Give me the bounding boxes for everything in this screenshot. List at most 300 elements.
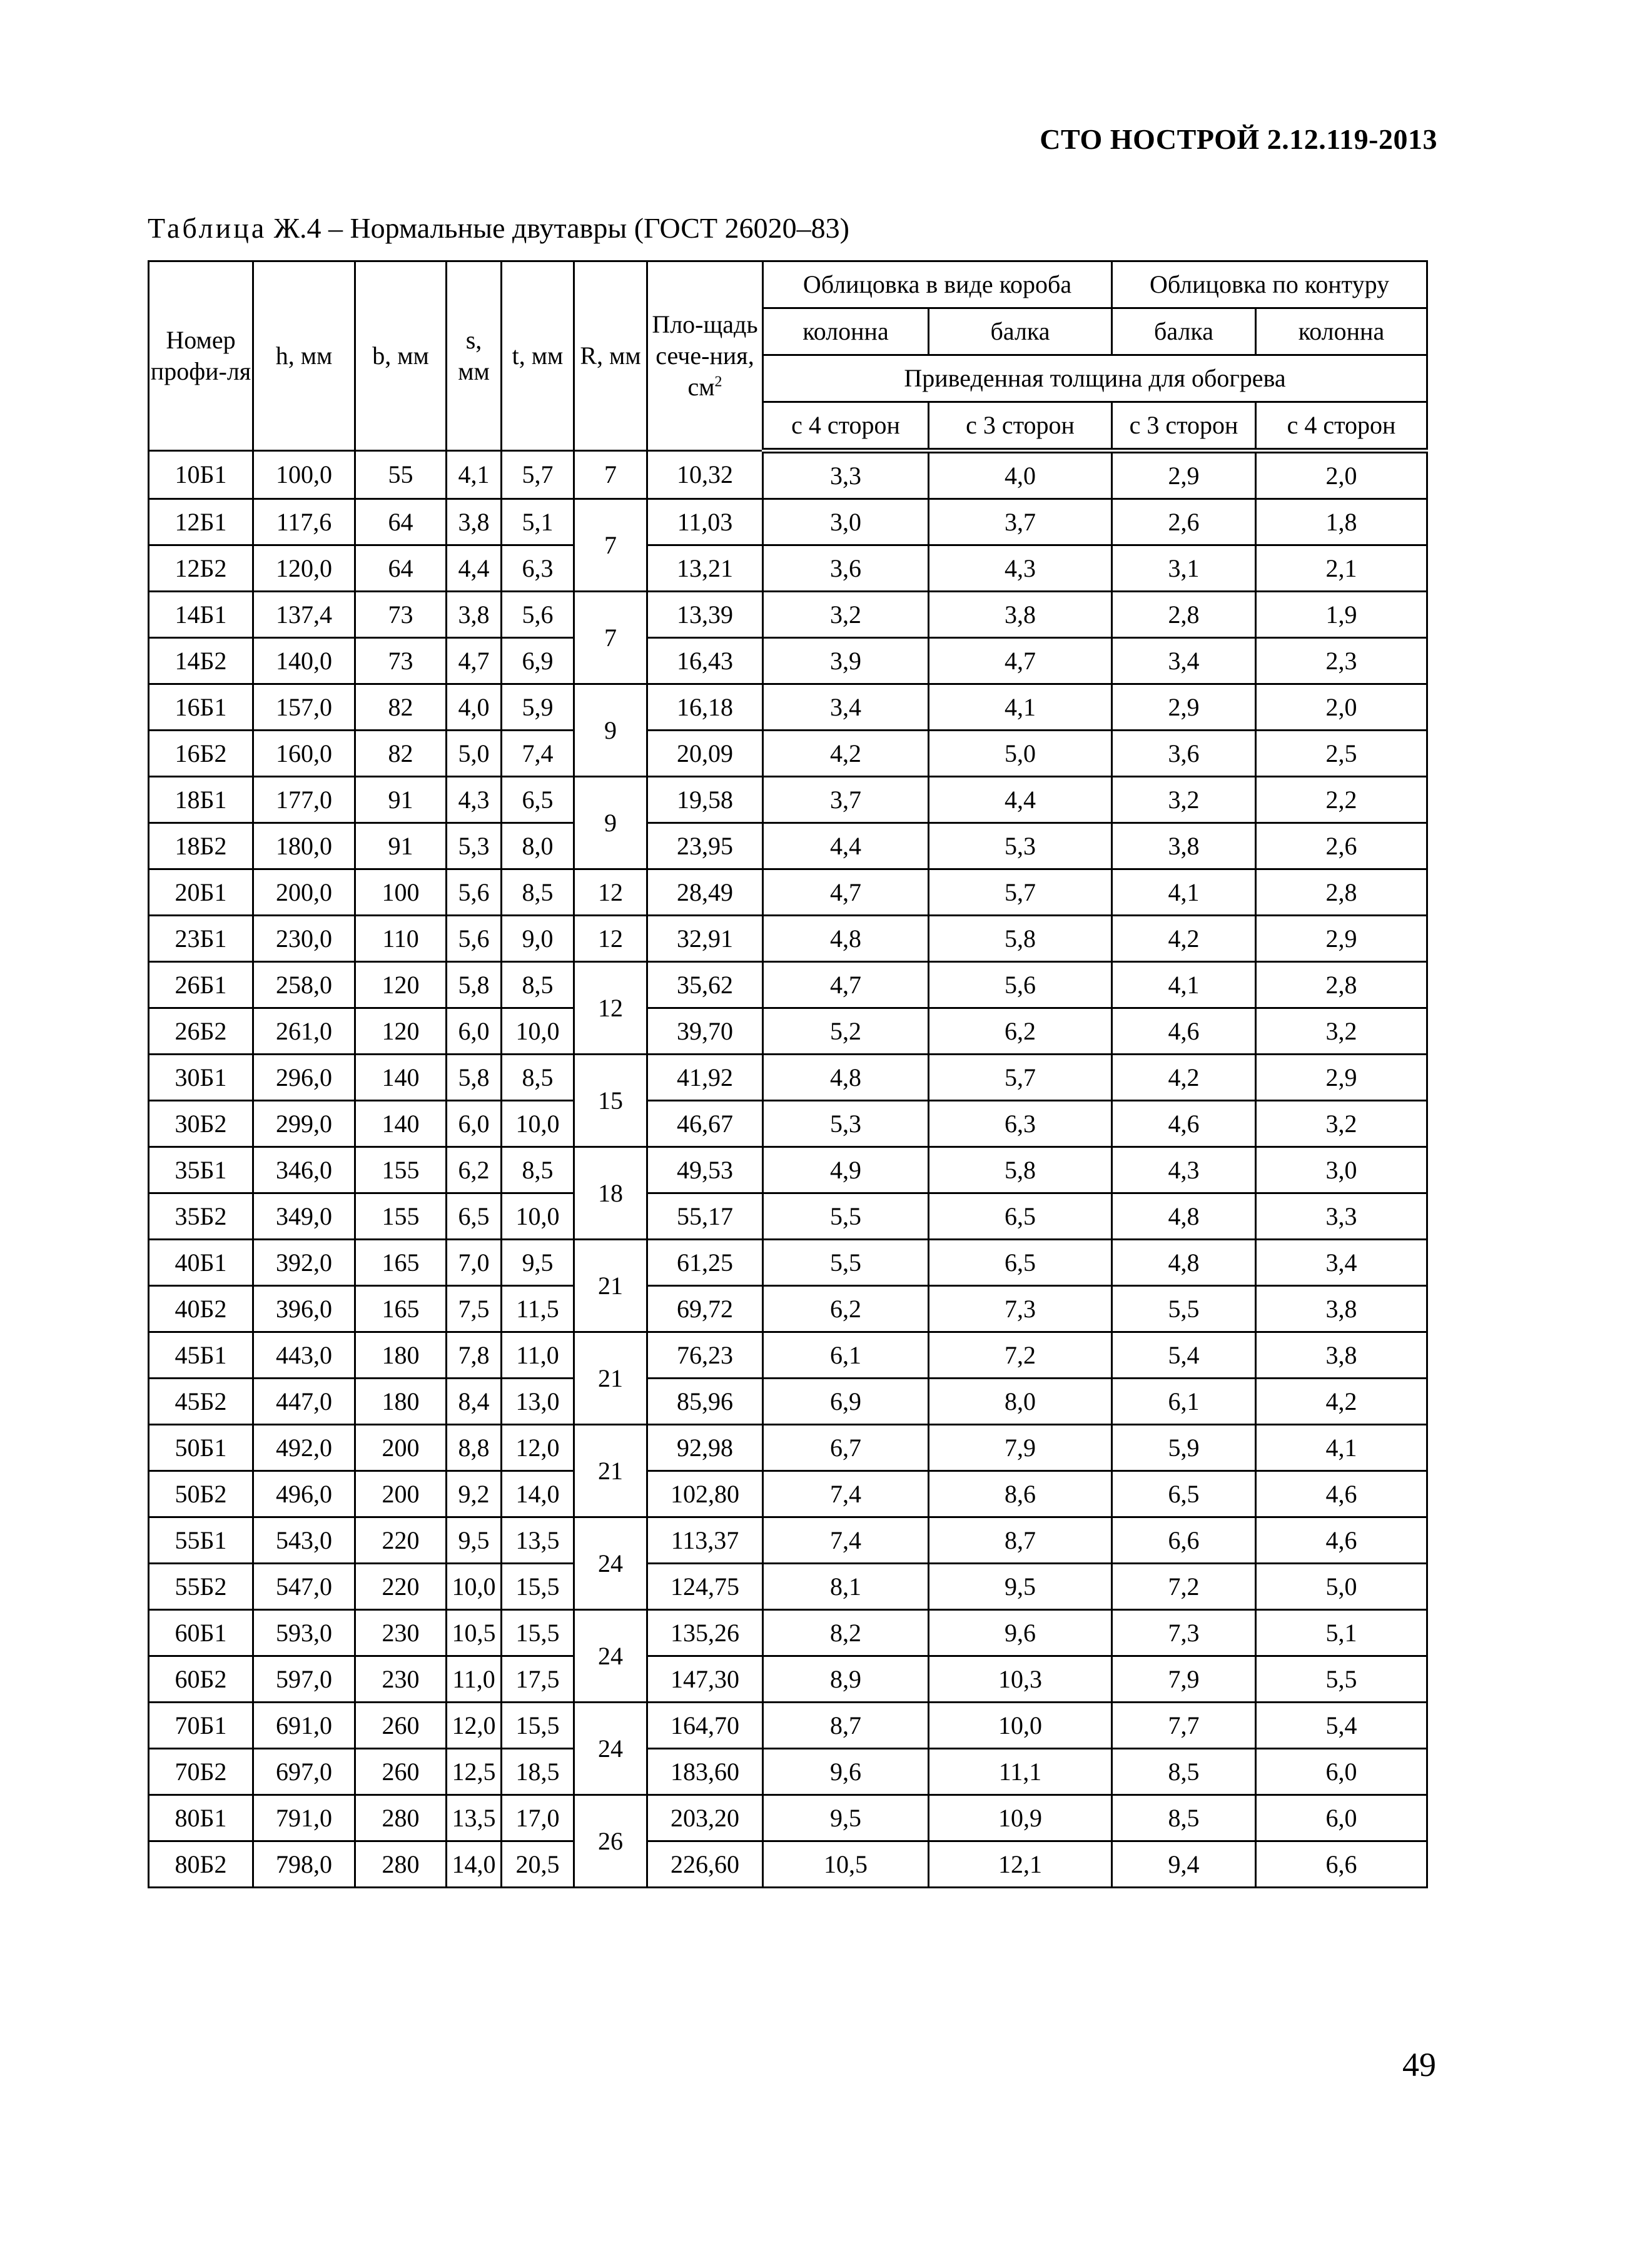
- b-cell: 260: [355, 1749, 447, 1795]
- s-cell: 6,5: [447, 1193, 502, 1240]
- s-cell: 3,8: [447, 592, 502, 638]
- box-column-4-sides-cell: 3,0: [763, 499, 929, 545]
- contour-column-4-sides-cell: 3,2: [1256, 1101, 1427, 1147]
- contour-column-4-sides-cell: 6,6: [1256, 1841, 1427, 1888]
- s-cell: 4,3: [447, 777, 502, 823]
- area-cell: 203,20: [647, 1795, 763, 1841]
- box-beam-3-sides-cell: 7,3: [929, 1286, 1112, 1332]
- r-cell: 12: [574, 962, 647, 1055]
- header-contour-group: Облицовка по контуру: [1112, 261, 1427, 308]
- profile-cell: 35Б1: [149, 1147, 253, 1193]
- header-b: b, мм: [355, 261, 447, 451]
- table-row: [149, 1055, 1427, 1101]
- t-cell: 13,5: [502, 1517, 574, 1564]
- profile-cell: 30Б1: [149, 1055, 253, 1101]
- box-column-4-sides-cell: 9,5: [763, 1795, 929, 1841]
- profile-cell: 40Б1: [149, 1240, 253, 1286]
- s-cell: 8,4: [447, 1379, 502, 1425]
- b-cell: 200: [355, 1425, 447, 1471]
- table-row: [149, 777, 1427, 823]
- table-row: [149, 1425, 1427, 1471]
- contour-beam-3-sides-cell: 3,1: [1112, 545, 1256, 592]
- t-cell: 8,5: [502, 1055, 574, 1101]
- h-cell: 200,0: [253, 869, 355, 916]
- t-cell: 9,5: [502, 1240, 574, 1286]
- t-cell: 5,7: [502, 451, 574, 499]
- b-cell: 64: [355, 499, 447, 545]
- table-row: [149, 545, 1427, 592]
- area-cell: 69,72: [647, 1286, 763, 1332]
- table-head: [149, 261, 1427, 451]
- b-cell: 180: [355, 1332, 447, 1379]
- table-row: [149, 962, 1427, 1008]
- h-cell: 447,0: [253, 1379, 355, 1425]
- r-cell: 21: [574, 1332, 647, 1425]
- s-cell: 13,5: [447, 1795, 502, 1841]
- contour-column-4-sides-cell: 3,4: [1256, 1240, 1427, 1286]
- box-beam-3-sides-cell: 10,3: [929, 1656, 1112, 1703]
- profile-cell: 35Б2: [149, 1193, 253, 1240]
- h-cell: 258,0: [253, 962, 355, 1008]
- profile-cell: 80Б2: [149, 1841, 253, 1888]
- s-cell: 5,0: [447, 731, 502, 777]
- s-cell: 8,8: [447, 1425, 502, 1471]
- box-column-4-sides-cell: 6,1: [763, 1332, 929, 1379]
- area-cell: 46,67: [647, 1101, 763, 1147]
- table-row: [149, 1656, 1427, 1703]
- box-column-4-sides-cell: 4,2: [763, 731, 929, 777]
- contour-beam-3-sides-cell: 4,8: [1112, 1193, 1256, 1240]
- r-cell: 12: [574, 869, 647, 916]
- area-cell: 35,62: [647, 962, 763, 1008]
- header-area-text: Пло-щадь сече-ния, см: [652, 310, 758, 401]
- area-cell: 226,60: [647, 1841, 763, 1888]
- box-column-4-sides-cell: 7,4: [763, 1517, 929, 1564]
- box-column-4-sides-cell: 6,9: [763, 1379, 929, 1425]
- s-cell: 7,8: [447, 1332, 502, 1379]
- h-cell: 120,0: [253, 545, 355, 592]
- box-beam-3-sides-cell: 12,1: [929, 1841, 1112, 1888]
- contour-column-4-sides-cell: 3,2: [1256, 1008, 1427, 1055]
- box-beam-3-sides-cell: 3,8: [929, 592, 1112, 638]
- s-cell: 4,1: [447, 451, 502, 499]
- s-cell: 4,7: [447, 638, 502, 684]
- profile-cell: 45Б2: [149, 1379, 253, 1425]
- t-cell: 8,5: [502, 869, 574, 916]
- b-cell: 73: [355, 592, 447, 638]
- box-beam-3-sides-cell: 4,4: [929, 777, 1112, 823]
- s-cell: 7,5: [447, 1286, 502, 1332]
- r-cell: 26: [574, 1795, 647, 1888]
- contour-column-4-sides-cell: 2,0: [1256, 451, 1427, 499]
- box-column-4-sides-cell: 5,5: [763, 1193, 929, 1240]
- table-row: [149, 1795, 1427, 1841]
- contour-column-4-sides-cell: 4,1: [1256, 1425, 1427, 1471]
- s-cell: 5,3: [447, 823, 502, 869]
- t-cell: 5,1: [502, 499, 574, 545]
- b-cell: 140: [355, 1101, 447, 1147]
- area-cell: 102,80: [647, 1471, 763, 1517]
- contour-beam-3-sides-cell: 4,2: [1112, 1055, 1256, 1101]
- area-cell: 76,23: [647, 1332, 763, 1379]
- table-row: [149, 1610, 1427, 1656]
- h-cell: 230,0: [253, 916, 355, 962]
- t-cell: 8,5: [502, 962, 574, 1008]
- box-column-4-sides-cell: 3,4: [763, 684, 929, 731]
- b-cell: 280: [355, 1795, 447, 1841]
- table-caption-text: Ж.4 – Нормальные двутавры (ГОСТ 26020–83): [266, 212, 849, 244]
- profile-cell: 30Б2: [149, 1101, 253, 1147]
- box-column-4-sides-cell: 3,2: [763, 592, 929, 638]
- header-reduced-thickness: Приведенная толщина для обогрева: [763, 355, 1427, 402]
- header-sides-4-contour: с 4 сторон: [1256, 402, 1427, 451]
- b-cell: 230: [355, 1656, 447, 1703]
- contour-column-4-sides-cell: 6,0: [1256, 1795, 1427, 1841]
- s-cell: 14,0: [447, 1841, 502, 1888]
- box-beam-3-sides-cell: 9,5: [929, 1564, 1112, 1610]
- header-profile: Номер профи-ля: [149, 261, 253, 451]
- table-row: [149, 684, 1427, 731]
- box-beam-3-sides-cell: 3,7: [929, 499, 1112, 545]
- b-cell: 180: [355, 1379, 447, 1425]
- box-column-4-sides-cell: 5,5: [763, 1240, 929, 1286]
- header-box-column: колонна: [763, 308, 929, 355]
- table-row: [149, 1379, 1427, 1425]
- box-column-4-sides-cell: 8,7: [763, 1703, 929, 1749]
- table-row: [149, 869, 1427, 916]
- box-column-4-sides-cell: 7,4: [763, 1471, 929, 1517]
- contour-beam-3-sides-cell: 2,8: [1112, 592, 1256, 638]
- b-cell: 73: [355, 638, 447, 684]
- r-cell: 15: [574, 1055, 647, 1147]
- header-area-sup: 2: [714, 373, 722, 390]
- contour-beam-3-sides-cell: 5,5: [1112, 1286, 1256, 1332]
- contour-beam-3-sides-cell: 3,6: [1112, 731, 1256, 777]
- h-cell: 160,0: [253, 731, 355, 777]
- area-cell: 113,37: [647, 1517, 763, 1564]
- area-cell: 20,09: [647, 731, 763, 777]
- h-cell: 117,6: [253, 499, 355, 545]
- area-cell: 11,03: [647, 499, 763, 545]
- t-cell: 6,3: [502, 545, 574, 592]
- area-cell: 183,60: [647, 1749, 763, 1795]
- profile-cell: 50Б2: [149, 1471, 253, 1517]
- t-cell: 10,0: [502, 1008, 574, 1055]
- t-cell: 12,0: [502, 1425, 574, 1471]
- t-cell: 6,5: [502, 777, 574, 823]
- box-column-4-sides-cell: 5,2: [763, 1008, 929, 1055]
- area-cell: 147,30: [647, 1656, 763, 1703]
- table-row: [149, 1147, 1427, 1193]
- header-area: [647, 261, 763, 451]
- box-column-4-sides-cell: 5,3: [763, 1101, 929, 1147]
- profile-cell: 45Б1: [149, 1332, 253, 1379]
- box-column-4-sides-cell: 9,6: [763, 1749, 929, 1795]
- contour-beam-3-sides-cell: 4,1: [1112, 869, 1256, 916]
- table-row: [149, 1193, 1427, 1240]
- contour-beam-3-sides-cell: 9,4: [1112, 1841, 1256, 1888]
- table-caption-label: Таблица: [148, 212, 267, 244]
- t-cell: 5,6: [502, 592, 574, 638]
- box-column-4-sides-cell: 4,4: [763, 823, 929, 869]
- profile-cell: 16Б2: [149, 731, 253, 777]
- contour-column-4-sides-cell: 1,8: [1256, 499, 1427, 545]
- b-cell: 155: [355, 1147, 447, 1193]
- h-cell: 392,0: [253, 1240, 355, 1286]
- area-cell: 164,70: [647, 1703, 763, 1749]
- contour-beam-3-sides-cell: 4,2: [1112, 916, 1256, 962]
- table-row: [149, 451, 1427, 499]
- contour-beam-3-sides-cell: 4,8: [1112, 1240, 1256, 1286]
- t-cell: 5,9: [502, 684, 574, 731]
- contour-beam-3-sides-cell: 6,1: [1112, 1379, 1256, 1425]
- header-box-group: Облицовка в виде короба: [763, 261, 1112, 308]
- profile-cell: 12Б1: [149, 499, 253, 545]
- area-cell: 16,18: [647, 684, 763, 731]
- t-cell: 15,5: [502, 1703, 574, 1749]
- profile-cell: 10Б1: [149, 451, 253, 499]
- s-cell: 5,8: [447, 962, 502, 1008]
- header-contour-beam: балка: [1112, 308, 1256, 355]
- box-beam-3-sides-cell: 11,1: [929, 1749, 1112, 1795]
- contour-beam-3-sides-cell: 7,7: [1112, 1703, 1256, 1749]
- h-cell: 137,4: [253, 592, 355, 638]
- contour-beam-3-sides-cell: 4,6: [1112, 1101, 1256, 1147]
- area-cell: 16,43: [647, 638, 763, 684]
- contour-column-4-sides-cell: 5,0: [1256, 1564, 1427, 1610]
- contour-column-4-sides-cell: 4,6: [1256, 1517, 1427, 1564]
- area-cell: 13,21: [647, 545, 763, 592]
- table-row: [149, 638, 1427, 684]
- s-cell: 4,4: [447, 545, 502, 592]
- box-column-4-sides-cell: 4,8: [763, 916, 929, 962]
- t-cell: 15,5: [502, 1610, 574, 1656]
- t-cell: 10,0: [502, 1101, 574, 1147]
- b-cell: 165: [355, 1286, 447, 1332]
- contour-beam-3-sides-cell: 5,4: [1112, 1332, 1256, 1379]
- box-beam-3-sides-cell: 5,0: [929, 731, 1112, 777]
- r-cell: 21: [574, 1240, 647, 1332]
- t-cell: 15,5: [502, 1564, 574, 1610]
- header-sides-3-box: с 3 сторон: [929, 402, 1112, 451]
- box-column-4-sides-cell: 8,9: [763, 1656, 929, 1703]
- contour-column-4-sides-cell: 2,9: [1256, 916, 1427, 962]
- b-cell: 230: [355, 1610, 447, 1656]
- page-number: 49: [1402, 2046, 1436, 2083]
- box-beam-3-sides-cell: 4,1: [929, 684, 1112, 731]
- profile-cell: 12Б2: [149, 545, 253, 592]
- contour-column-4-sides-cell: 2,8: [1256, 962, 1427, 1008]
- header-contour-column: колонна: [1256, 308, 1427, 355]
- area-cell: 19,58: [647, 777, 763, 823]
- h-cell: 296,0: [253, 1055, 355, 1101]
- contour-column-4-sides-cell: 2,2: [1256, 777, 1427, 823]
- contour-beam-3-sides-cell: 5,9: [1112, 1425, 1256, 1471]
- contour-column-4-sides-cell: 4,2: [1256, 1379, 1427, 1425]
- i-beam-table: [148, 260, 1428, 1888]
- contour-beam-3-sides-cell: 7,3: [1112, 1610, 1256, 1656]
- h-cell: 180,0: [253, 823, 355, 869]
- contour-beam-3-sides-cell: 3,4: [1112, 638, 1256, 684]
- s-cell: 10,5: [447, 1610, 502, 1656]
- contour-beam-3-sides-cell: 3,2: [1112, 777, 1256, 823]
- profile-cell: 16Б1: [149, 684, 253, 731]
- box-column-4-sides-cell: 4,9: [763, 1147, 929, 1193]
- s-cell: 6,2: [447, 1147, 502, 1193]
- contour-beam-3-sides-cell: 2,9: [1112, 451, 1256, 499]
- b-cell: 220: [355, 1517, 447, 1564]
- box-column-4-sides-cell: 3,6: [763, 545, 929, 592]
- s-cell: 7,0: [447, 1240, 502, 1286]
- contour-beam-3-sides-cell: 2,9: [1112, 684, 1256, 731]
- box-column-4-sides-cell: 6,2: [763, 1286, 929, 1332]
- area-cell: 55,17: [647, 1193, 763, 1240]
- header-box-beam: балка: [929, 308, 1112, 355]
- r-cell: 24: [574, 1610, 647, 1703]
- contour-column-4-sides-cell: 2,9: [1256, 1055, 1427, 1101]
- h-cell: 346,0: [253, 1147, 355, 1193]
- h-cell: 543,0: [253, 1517, 355, 1564]
- area-cell: 13,39: [647, 592, 763, 638]
- h-cell: 100,0: [253, 451, 355, 499]
- contour-column-4-sides-cell: 4,6: [1256, 1471, 1427, 1517]
- box-column-4-sides-cell: 3,3: [763, 451, 929, 499]
- box-beam-3-sides-cell: 8,6: [929, 1471, 1112, 1517]
- table-row: [149, 1841, 1427, 1888]
- r-cell: 7: [574, 592, 647, 684]
- box-column-4-sides-cell: 8,1: [763, 1564, 929, 1610]
- s-cell: 12,5: [447, 1749, 502, 1795]
- box-beam-3-sides-cell: 8,7: [929, 1517, 1112, 1564]
- h-cell: 299,0: [253, 1101, 355, 1147]
- s-cell: 9,2: [447, 1471, 502, 1517]
- t-cell: 20,5: [502, 1841, 574, 1888]
- r-cell: 7: [574, 451, 647, 499]
- b-cell: 82: [355, 684, 447, 731]
- document-code: СТО НОСТРОЙ 2.12.119-2013: [1040, 123, 1437, 155]
- h-cell: 177,0: [253, 777, 355, 823]
- profile-cell: 23Б1: [149, 916, 253, 962]
- b-cell: 110: [355, 916, 447, 962]
- h-cell: 396,0: [253, 1286, 355, 1332]
- area-cell: 135,26: [647, 1610, 763, 1656]
- h-cell: 261,0: [253, 1008, 355, 1055]
- contour-column-4-sides-cell: 2,5: [1256, 731, 1427, 777]
- box-beam-3-sides-cell: 5,8: [929, 916, 1112, 962]
- b-cell: 64: [355, 545, 447, 592]
- r-cell: 18: [574, 1147, 647, 1240]
- area-cell: 85,96: [647, 1379, 763, 1425]
- t-cell: 17,0: [502, 1795, 574, 1841]
- contour-beam-3-sides-cell: 4,3: [1112, 1147, 1256, 1193]
- box-column-4-sides-cell: 4,7: [763, 962, 929, 1008]
- b-cell: 155: [355, 1193, 447, 1240]
- contour-beam-3-sides-cell: 3,8: [1112, 823, 1256, 869]
- header-r: R, мм: [574, 261, 647, 451]
- r-cell: 24: [574, 1703, 647, 1795]
- profile-cell: 26Б1: [149, 962, 253, 1008]
- contour-column-4-sides-cell: 3,0: [1256, 1147, 1427, 1193]
- b-cell: 82: [355, 731, 447, 777]
- t-cell: 7,4: [502, 731, 574, 777]
- r-cell: 9: [574, 777, 647, 869]
- s-cell: 12,0: [447, 1703, 502, 1749]
- box-beam-3-sides-cell: 6,5: [929, 1193, 1112, 1240]
- b-cell: 91: [355, 823, 447, 869]
- h-cell: 496,0: [253, 1471, 355, 1517]
- table-row: [149, 1703, 1427, 1749]
- area-cell: 92,98: [647, 1425, 763, 1471]
- t-cell: 11,0: [502, 1332, 574, 1379]
- table-caption: [148, 211, 849, 245]
- box-beam-3-sides-cell: 5,6: [929, 962, 1112, 1008]
- header-t: t, мм: [502, 261, 574, 451]
- area-cell: 41,92: [647, 1055, 763, 1101]
- header-sides-4-box: с 4 сторон: [763, 402, 929, 451]
- box-beam-3-sides-cell: 5,7: [929, 869, 1112, 916]
- contour-column-4-sides-cell: 6,0: [1256, 1749, 1427, 1795]
- box-beam-3-sides-cell: 6,5: [929, 1240, 1112, 1286]
- h-cell: 798,0: [253, 1841, 355, 1888]
- table-row: [149, 1332, 1427, 1379]
- box-column-4-sides-cell: 8,2: [763, 1610, 929, 1656]
- b-cell: 100: [355, 869, 447, 916]
- header-h: h, мм: [253, 261, 355, 451]
- h-cell: 547,0: [253, 1564, 355, 1610]
- profile-cell: 60Б2: [149, 1656, 253, 1703]
- contour-column-4-sides-cell: 2,1: [1256, 545, 1427, 592]
- h-cell: 791,0: [253, 1795, 355, 1841]
- area-cell: 49,53: [647, 1147, 763, 1193]
- profile-cell: 18Б2: [149, 823, 253, 869]
- box-beam-3-sides-cell: 6,2: [929, 1008, 1112, 1055]
- r-cell: 21: [574, 1425, 647, 1517]
- area-cell: 32,91: [647, 916, 763, 962]
- table-row: [149, 1240, 1427, 1286]
- s-cell: 5,6: [447, 869, 502, 916]
- contour-beam-3-sides-cell: 6,5: [1112, 1471, 1256, 1517]
- profile-cell: 40Б2: [149, 1286, 253, 1332]
- box-column-4-sides-cell: 10,5: [763, 1841, 929, 1888]
- profile-cell: 26Б2: [149, 1008, 253, 1055]
- contour-column-4-sides-cell: 2,3: [1256, 638, 1427, 684]
- table-row: [149, 1101, 1427, 1147]
- box-beam-3-sides-cell: 5,8: [929, 1147, 1112, 1193]
- b-cell: 280: [355, 1841, 447, 1888]
- contour-beam-3-sides-cell: 4,6: [1112, 1008, 1256, 1055]
- h-cell: 597,0: [253, 1656, 355, 1703]
- h-cell: 349,0: [253, 1193, 355, 1240]
- profile-cell: 55Б2: [149, 1564, 253, 1610]
- r-cell: 12: [574, 916, 647, 962]
- profile-cell: 20Б1: [149, 869, 253, 916]
- box-column-4-sides-cell: 3,9: [763, 638, 929, 684]
- contour-column-4-sides-cell: 2,6: [1256, 823, 1427, 869]
- box-beam-3-sides-cell: 7,2: [929, 1332, 1112, 1379]
- area-cell: 10,32: [647, 451, 763, 499]
- contour-column-4-sides-cell: 5,4: [1256, 1703, 1427, 1749]
- profile-cell: 70Б2: [149, 1749, 253, 1795]
- contour-beam-3-sides-cell: 7,9: [1112, 1656, 1256, 1703]
- header-sides-3-contour: с 3 сторон: [1112, 402, 1256, 451]
- area-cell: 23,95: [647, 823, 763, 869]
- profile-cell: 80Б1: [149, 1795, 253, 1841]
- h-cell: 443,0: [253, 1332, 355, 1379]
- b-cell: 120: [355, 1008, 447, 1055]
- contour-column-4-sides-cell: 3,8: [1256, 1332, 1427, 1379]
- box-beam-3-sides-cell: 5,7: [929, 1055, 1112, 1101]
- t-cell: 10,0: [502, 1193, 574, 1240]
